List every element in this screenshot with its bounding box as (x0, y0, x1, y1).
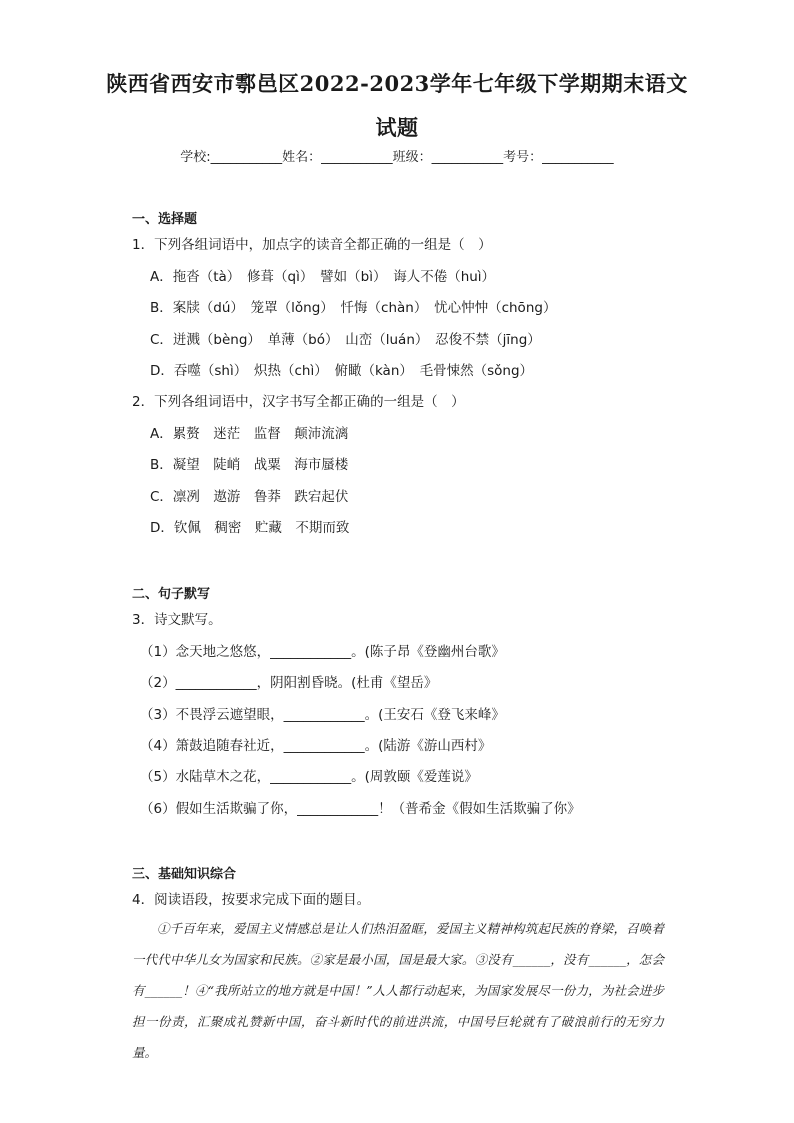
question-2-option-d: D．钦佩 稠密 贮藏 不期而致 (150, 520, 350, 536)
question-3-stem: 3．诗文默写。 (132, 612, 222, 628)
question-4-passage: ①千百年来，爱国主义情感总是让人们热泪盈眶，爱国主义精神构筑起民族的脊梁，召唤着一代代中华儿女为国家和民族。②家是最小国，国是最大家。③没有______，没有______，怎会有______！④“我所站立的地方就是中国！”人人都行动起来，为国家发展尽一份力，为社会进步担一份责，汇聚成礼赞新中国，奋斗新时代的前进洪流，中国号巨轮就有了破浪前行的无穷力量。 (132, 921, 664, 1060)
page-title: 陕西省西安市鄠邑区2022-2023学年七年级下学期期末语文 (106, 71, 688, 96)
student-info-line: 学校:___________姓名：___________班级：___________考号：___________ (180, 150, 614, 165)
question-3-item-6: （6）假如生活欺骗了你，____________！（普希金《假如生活欺骗了你》 (140, 801, 581, 817)
question-4-stem: 4．阅读语段，按要求完成下面的题目。 (132, 892, 371, 908)
section-heading-choice: 一、选择题 (132, 212, 198, 227)
question-3-item-5: （5）水陆草木之花，____________。(周敦颐《爱莲说》 (140, 769, 478, 785)
question-3-item-4: （4）箫鼓追随春社近，____________。(陆游《游山西村》 (140, 738, 492, 754)
question-2-option-c: C．凛冽 遨游 鲁莽 跌宕起伏 (150, 489, 349, 505)
question-3-item-2: （2）____________，阴阳割昏晓。(杜甫《望岳》 (140, 675, 438, 691)
question-2-option-a: A．累赘 迷茫 监督 颠沛流漓 (150, 426, 349, 442)
question-1-option-c: C．迸溅（bèng） 单薄（bó） 山峦（luán） 忍俊不禁（jīng） (150, 332, 541, 348)
question-1-stem: 1．下列各组词语中，加点字的读音全都正确的一组是（ ） (132, 237, 492, 253)
question-2-option-b: B．凝望 陡峭 战粟 海市蜃楼 (150, 457, 349, 473)
question-2-stem: 2．下列各组词语中，汉字书写全都正确的一组是（ ） (132, 394, 465, 410)
question-1-option-b: B．案牍（dú） 笼罩（lǒng） 忏悔（chàn） 忧心忡忡（chōng） (150, 300, 557, 316)
page-title-continued: 试题 (375, 115, 419, 140)
section-heading-recitation: 二、句子默写 (132, 587, 211, 602)
question-3-item-1: （1）念天地之悠悠，____________。(陈子昂《登幽州台歌》 (140, 644, 505, 660)
question-1-option-d: D．吞噬（shì） 炽热（chì） 俯瞰（kàn） 毛骨悚然（sǒng） (150, 363, 534, 379)
question-1-option-a: A．拖沓（tà） 修葺（qì） 譬如（bì） 诲人不倦（huì） (150, 269, 496, 285)
question-3-item-3: （3）不畏浮云遮望眼，____________。(王安石《登飞来峰》 (140, 707, 505, 723)
section-heading-basics: 三、基础知识综合 (132, 867, 237, 882)
